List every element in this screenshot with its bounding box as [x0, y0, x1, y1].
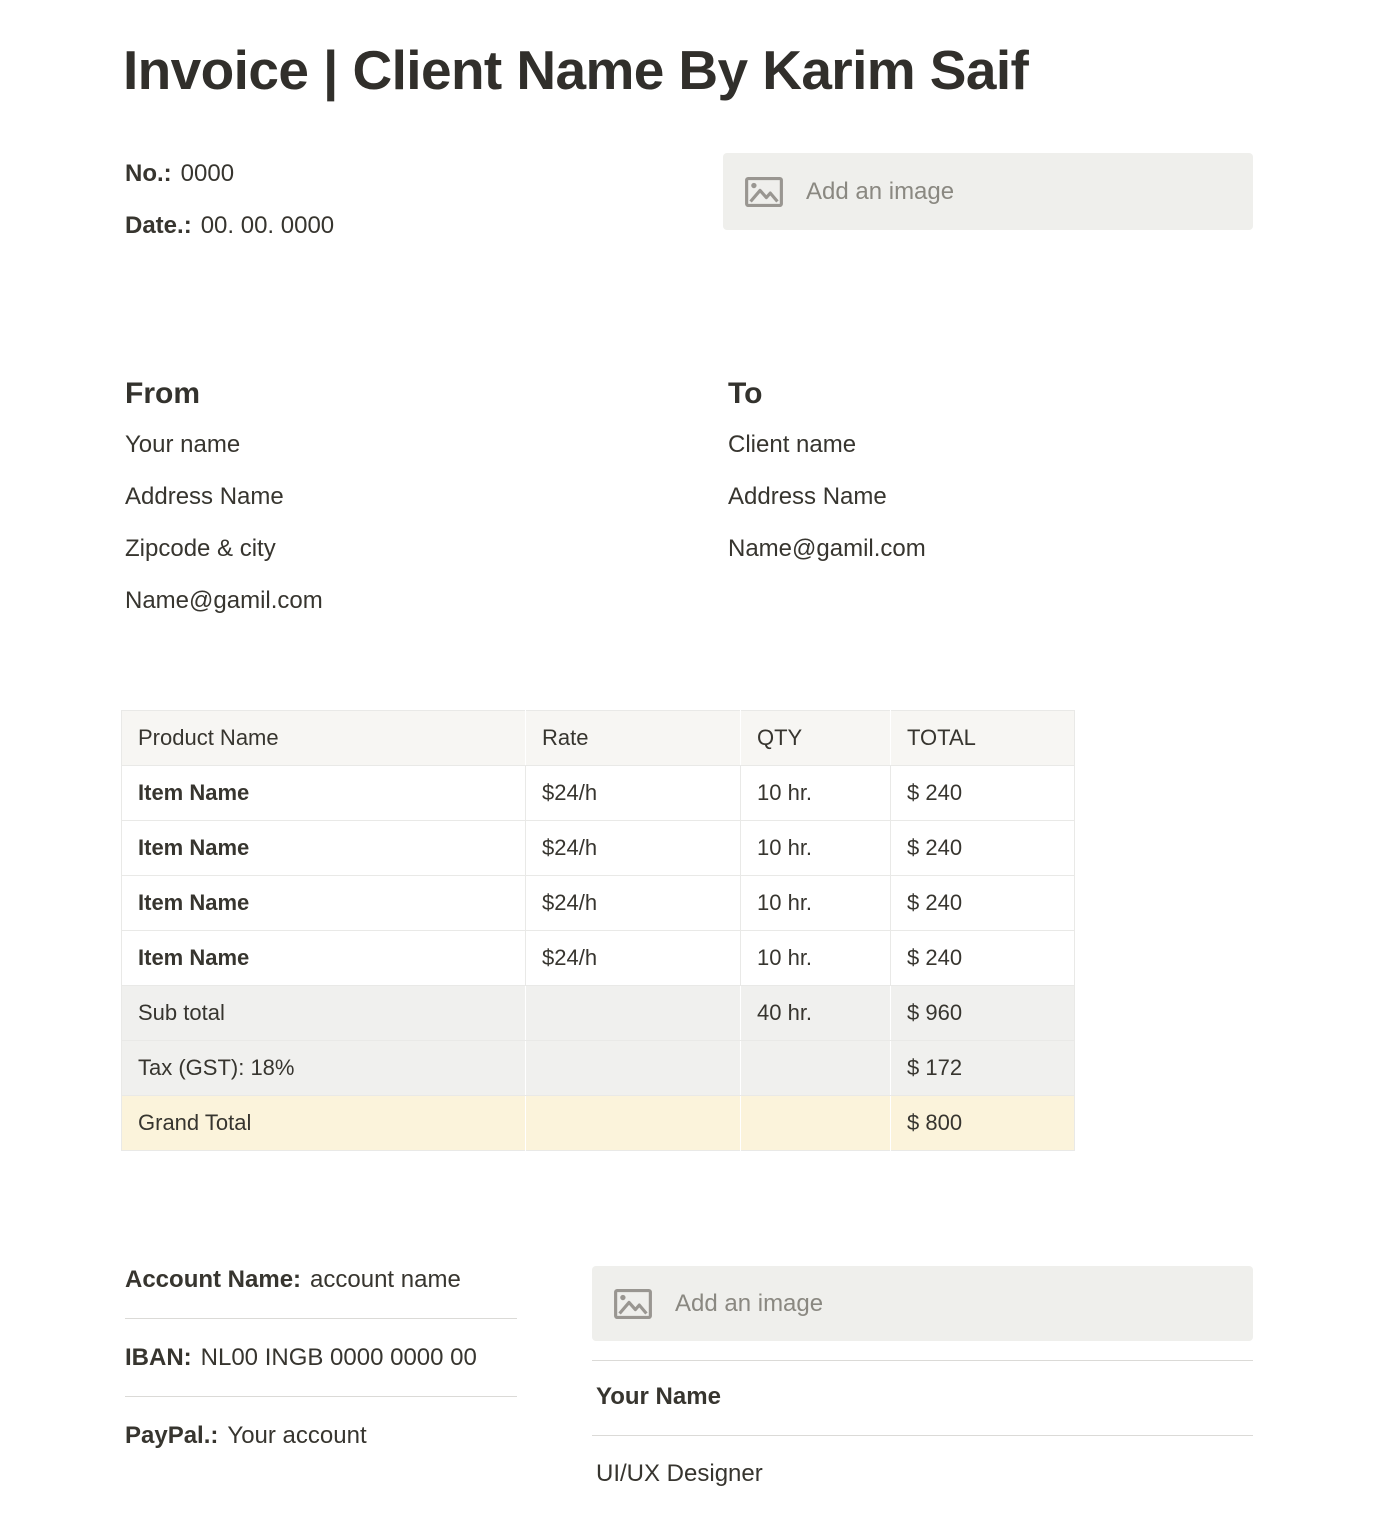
add-image-label: Add an image	[675, 1289, 824, 1317]
divider	[125, 1318, 517, 1319]
table-row	[122, 876, 1075, 931]
table-row	[122, 766, 1075, 821]
account-name-label: Account Name:	[125, 1266, 302, 1293]
tax-row	[122, 1041, 1075, 1096]
tax-qty-cell	[741, 1041, 891, 1096]
subtotal-rate-cell	[526, 986, 741, 1041]
invoice-date-label: Date.:	[125, 212, 192, 239]
from-address: Address Name	[125, 483, 284, 510]
from-name: Your name	[125, 431, 241, 458]
qty-cell: 10 hr.	[741, 876, 891, 931]
grand-total-rate-cell	[526, 1096, 741, 1151]
grand-total-qty-cell	[741, 1096, 891, 1151]
rate-cell: $24/h	[526, 766, 741, 821]
subtotal-row	[122, 986, 1075, 1041]
from-zipcode-city: Zipcode & city	[125, 535, 276, 562]
rate-cell: $24/h	[526, 876, 741, 931]
page-title: Invoice | Client Name By Karim Saif	[123, 39, 1029, 101]
divider	[125, 1396, 517, 1397]
iban-value: NL00 INGB 0000 0000 00	[200, 1344, 477, 1371]
grand-total-total-cell: $ 800	[891, 1096, 1075, 1151]
item-name-cell: Item Name	[122, 821, 526, 876]
iban-label: IBAN:	[125, 1344, 192, 1371]
subtotal-total-cell: $ 960	[891, 986, 1075, 1041]
payment-details-block	[125, 1266, 517, 1449]
signature-block	[592, 1266, 1253, 1487]
to-email: Name@gamil.com	[728, 535, 926, 562]
image-icon	[745, 177, 783, 207]
qty-cell: 10 hr.	[741, 821, 891, 876]
invoice-number-value: 0000	[180, 160, 235, 187]
image-icon	[614, 1289, 652, 1319]
grand-total-label-cell: Grand Total	[122, 1096, 526, 1151]
tax-total-cell: $ 172	[891, 1041, 1075, 1096]
divider	[592, 1435, 1253, 1436]
from-heading: From	[125, 377, 200, 410]
tax-label-cell: Tax (GST): 18%	[122, 1041, 526, 1096]
column-header-qty: QTY	[741, 711, 891, 766]
total-cell: $ 240	[891, 821, 1075, 876]
item-name-cell: Item Name	[122, 766, 526, 821]
signature-name: Your Name	[596, 1383, 721, 1410]
add-image-label: Add an image	[806, 177, 955, 205]
signature-role: UI/UX Designer	[596, 1460, 763, 1487]
to-heading: To	[728, 377, 763, 410]
tax-rate-cell	[526, 1041, 741, 1096]
total-cell: $ 240	[891, 766, 1075, 821]
column-header-product-name: Product Name	[122, 711, 526, 766]
subtotal-qty-cell: 40 hr.	[741, 986, 891, 1041]
item-name-cell: Item Name	[122, 931, 526, 986]
from-email: Name@gamil.com	[125, 587, 323, 614]
total-cell: $ 240	[891, 876, 1075, 931]
invoice-date-value: 00. 00. 0000	[200, 212, 335, 239]
iban-line	[125, 1344, 517, 1371]
paypal-value: Your account	[227, 1422, 367, 1449]
invoice-number-label: No.:	[125, 160, 172, 187]
to-address-block	[728, 432, 926, 562]
account-name-line	[125, 1266, 517, 1293]
total-cell: $ 240	[891, 931, 1075, 986]
paypal-label: PayPal.:	[125, 1422, 219, 1449]
table-row	[122, 931, 1075, 986]
account-name-value: account name	[310, 1266, 461, 1293]
invoice-date-line	[125, 212, 334, 239]
table-row	[122, 821, 1075, 876]
qty-cell: 10 hr.	[741, 931, 891, 986]
grand-total-row	[122, 1096, 1075, 1151]
rate-cell: $24/h	[526, 931, 741, 986]
column-header-rate: Rate	[526, 711, 741, 766]
invoice-number-line	[125, 160, 234, 187]
to-name: Client name	[728, 431, 857, 458]
from-address-block	[125, 432, 323, 614]
subtotal-label-cell: Sub total	[122, 986, 526, 1041]
divider	[592, 1360, 1253, 1361]
invoice-items-table	[121, 710, 1075, 1151]
qty-cell: 10 hr.	[741, 766, 891, 821]
rate-cell: $24/h	[526, 821, 741, 876]
table-header-row	[122, 711, 1075, 766]
add-image-placeholder-bottom[interactable]	[592, 1266, 1253, 1341]
item-name-cell: Item Name	[122, 876, 526, 931]
to-address: Address Name	[728, 483, 887, 510]
column-header-total: TOTAL	[891, 711, 1075, 766]
add-image-placeholder-top[interactable]	[723, 153, 1253, 230]
paypal-line	[125, 1422, 517, 1449]
